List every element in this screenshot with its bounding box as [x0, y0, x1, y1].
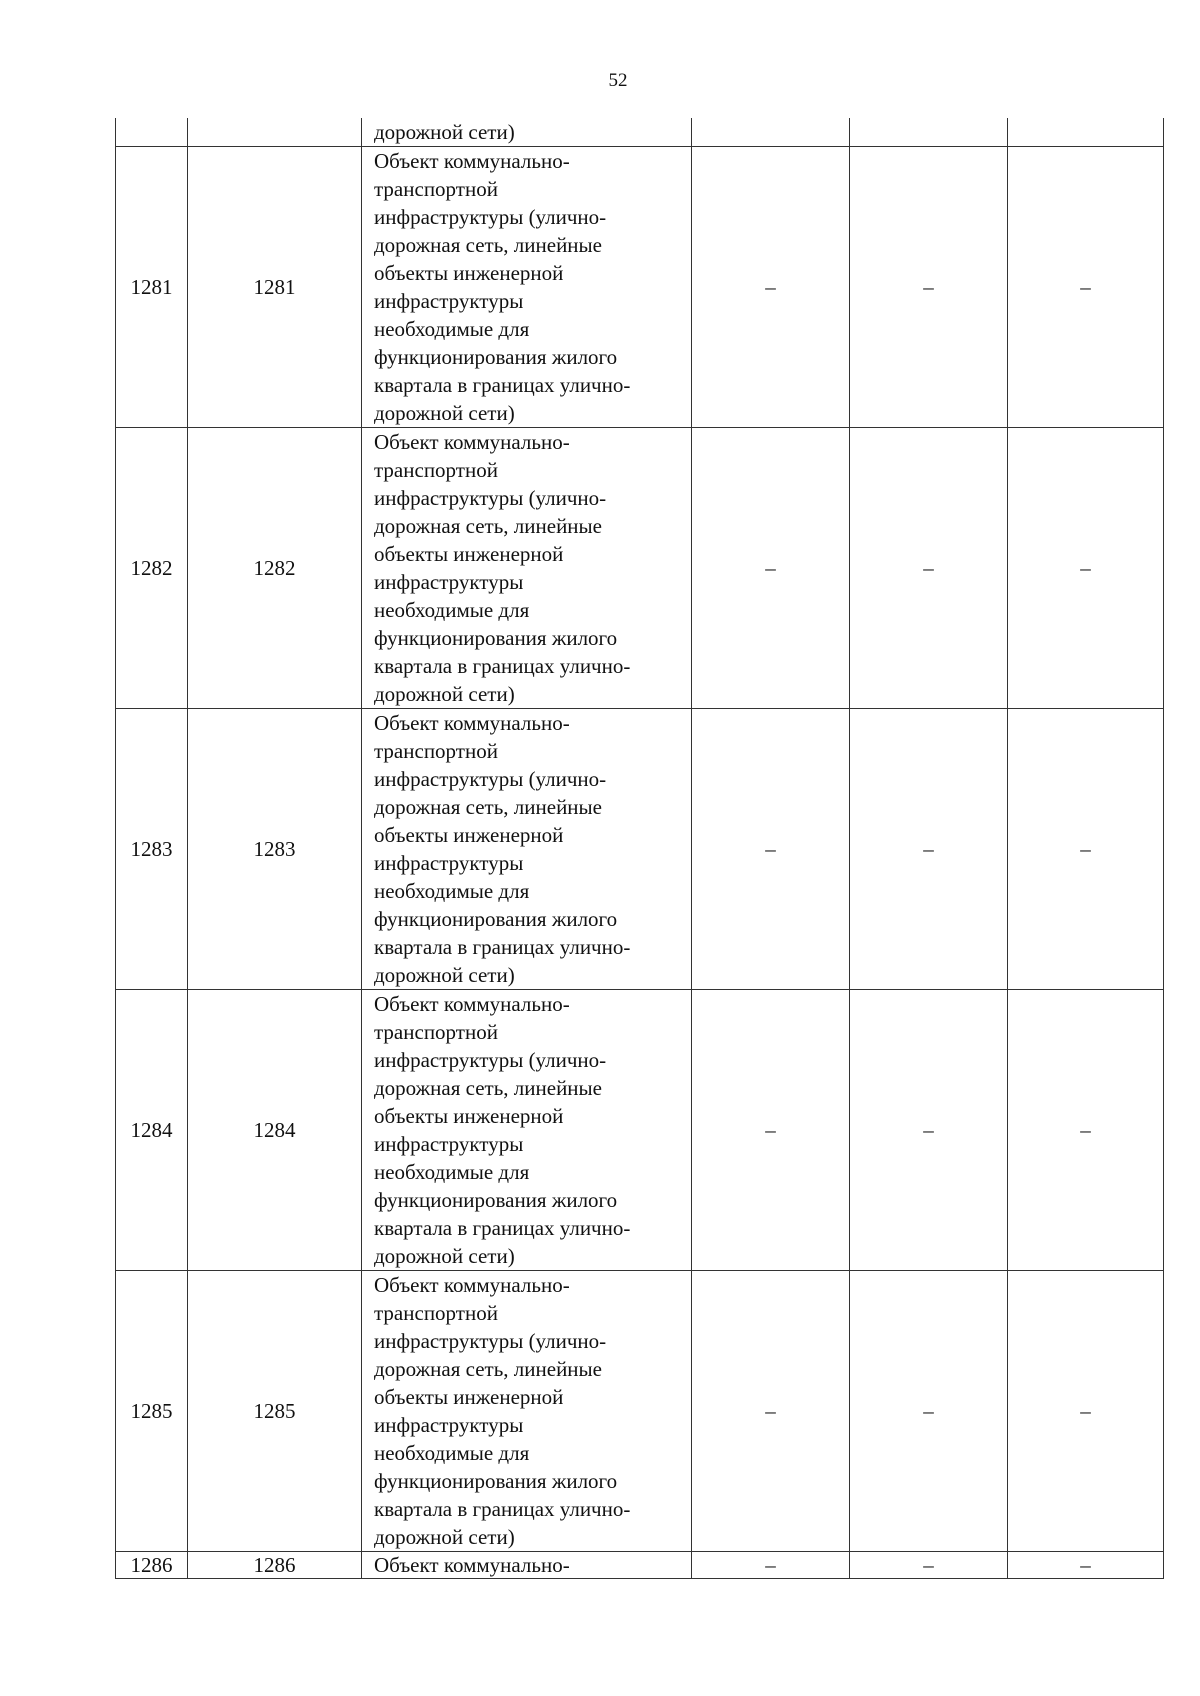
cell-col2: 1283 — [188, 709, 362, 990]
cell-col4 — [692, 118, 850, 147]
object-name-text: Объект коммунально- транспортной инфраструктуры (улично- дорожная сеть, линейные объекты инженерной инфраструктуры необходимые для функционирования жилого квартала в границах улично- дорожной сети) — [374, 149, 631, 425]
cell-object-name — [362, 1552, 692, 1579]
cell-col4: – — [692, 990, 850, 1271]
cell-col6: – — [1008, 147, 1164, 428]
table-row — [116, 1552, 1164, 1579]
cell-col1 — [116, 118, 188, 147]
cell-col5: – — [850, 1271, 1008, 1552]
cell-col1: 1281 — [116, 147, 188, 428]
table-row — [116, 147, 1164, 428]
cell-col4: – — [692, 147, 850, 428]
object-name-text: Объект коммунально- транспортной инфраструктуры (улично- дорожная сеть, линейные объекты инженерной инфраструктуры необходимые для функционирования жилого квартала в границах улично- дорожной сети) — [374, 992, 631, 1268]
cell-col6: – — [1008, 990, 1164, 1271]
cell-col5 — [850, 118, 1008, 147]
table-row — [116, 709, 1164, 990]
cell-col5: – — [850, 147, 1008, 428]
cell-col5: – — [850, 1552, 1008, 1579]
cell-col2 — [188, 118, 362, 147]
object-name-text: Объект коммунально- транспортной инфраструктуры (улично- дорожная сеть, линейные объекты инженерной инфраструктуры необходимые для функционирования жилого квартала в границах улично- дорожной сети) — [374, 430, 631, 706]
cell-object-name — [362, 990, 692, 1271]
table-row — [116, 428, 1164, 709]
cell-col1: 1283 — [116, 709, 188, 990]
cell-col5: – — [850, 428, 1008, 709]
cell-col2: 1282 — [188, 428, 362, 709]
cell-col1: 1286 — [116, 1552, 188, 1579]
object-name-text: Объект коммунально- транспортной инфраструктуры (улично- дорожная сеть, линейные объекты инженерной инфраструктуры необходимые для функционирования жилого квартала в границах улично- дорожной сети) — [374, 711, 631, 987]
cell-object-name — [362, 1271, 692, 1552]
cell-col6: – — [1008, 1552, 1164, 1579]
cell-col1: 1284 — [116, 990, 188, 1271]
cell-col1: 1285 — [116, 1271, 188, 1552]
cell-col2: 1284 — [188, 990, 362, 1271]
object-name-text: дорожной сети) — [374, 120, 515, 144]
cell-col5: – — [850, 709, 1008, 990]
cell-col2: 1281 — [188, 147, 362, 428]
cell-object-name — [362, 428, 692, 709]
object-name-text: Объект коммунально- транспортной инфраструктуры (улично- дорожная сеть, линейные объекты инженерной инфраструктуры необходимые для функционирования жилого квартала в границах улично- дорожной сети) — [374, 1273, 631, 1549]
cell-col4: – — [692, 1271, 850, 1552]
cell-col4: – — [692, 1552, 850, 1579]
cell-col6: – — [1008, 709, 1164, 990]
cell-col4: – — [692, 709, 850, 990]
table-row — [116, 1271, 1164, 1552]
cell-col6: – — [1008, 428, 1164, 709]
data-table — [115, 118, 1164, 1579]
cell-col1: 1282 — [116, 428, 188, 709]
cell-col2: 1285 — [188, 1271, 362, 1552]
table-row-continuation — [116, 118, 1164, 147]
page-number: 52 — [608, 70, 628, 91]
cell-col6: – — [1008, 1271, 1164, 1552]
table-row — [116, 990, 1164, 1271]
cell-object-name — [362, 709, 692, 990]
cell-col5: – — [850, 990, 1008, 1271]
cell-object-name — [362, 147, 692, 428]
cell-col6 — [1008, 118, 1164, 147]
object-name-text: Объект коммунально- — [374, 1553, 570, 1577]
cell-col2: 1286 — [188, 1552, 362, 1579]
cell-col4: – — [692, 428, 850, 709]
cell-object-name — [362, 118, 692, 147]
